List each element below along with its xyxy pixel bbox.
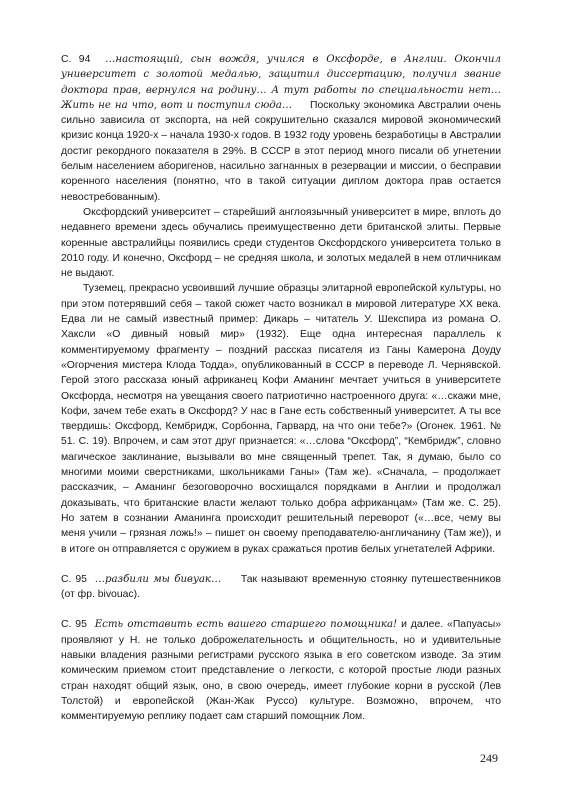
note-commentary: и далее. «Папуасы» проявляют у Н. не только доброжелательность и общительность, но и удивительные навыки владения разными регистрами русского языка в его советском изводе. За этим комическим приемом стоит представление о легкости, с которой простые люди разных стран находят общий язык, оно, в свою очередь, имеет глубокие корни в русской (Лев Толстой) и европейской (Жан-Жак Руссо) культуре. Возможно, впрочем, что комментируемую реплику подает сам старший помощник Лом. [61, 619, 501, 723]
note-reference: С. 94 [61, 54, 91, 65]
note-paragraph: Оксфордский университет – старейший англоязычный университет в мире, вплоть до недавнего времени здесь обучались преимущественно дети британской элиты. Первые коренные австралийцы появились среди студентов Оксфордского университета только в 2010 году. И конечно, Оксфорд – не средняя школа, и золотых медалей в нем отличникам не выдают. [61, 206, 501, 280]
note-entry [61, 572, 501, 603]
note-entry [61, 52, 501, 205]
note-reference: С. 95 [61, 619, 87, 631]
note-quote: …настоящий, сын вождя, учился в Оксфорде, в Англии. Окончил университет с золотой медалью, защитил диссертацию, получил звание доктора прав, вернулся на родину… А тут работы по специальности нет… Жить не на что, вот и поступил сюда… [61, 54, 501, 111]
note-commentary: Поскольку экономика Австралии очень сильно зависила от экспорта, на ней сокрушительно сказался мировой экономический кризис конца 1920-х – начала 1930-х годов. В 1932 году уровень безработицы в Австралии достиг рекордного показателя в 29%. В СССР в этот период много писали об угнетении белым населением аборигенов, насильно загнанных в резервации и миссии, о бесправии коренного населения (понятно, что в такой ситуации диплом доктора прав остается невостребованным). [61, 99, 502, 203]
page-number: 249 [480, 751, 498, 765]
note-quote: Есть отставить есть вашего старшего помощника! [94, 619, 398, 631]
note-paragraph: Туземец, прекрасно усвоивший лучшие образцы элитарной европейской культуры, но при этом потерявший себя – такой сюжет часто возникал в мировой литературе XX века. Едва ли не самый известный пример: Дикарь – читатель У. Шекспира из романа О. Хаксли «О дивный новый мир» (1932). Еще одна интересная параллель к комментируемому фрагменту – поздний рассказ писателя из Ганы Камерона Доуду «Огорчения мистера Клода Тодда», опубликованный в СССР в переводе Л. Чернявской. Герой этого рассказа юный африканец Кофи Аманинг мечтает учиться в университете Оксфорда, несмотря на увещания своего патриотично настроенного друга: «…скажи мне, Кофи, зачем тебе ехать в Оксфорд? У нас в Гане есть собственный университет. А ты все твердишь: Оксфорд, Кембридж, Сорбонна, Гарвард, на что они тебе?» (Огонек. 1961. № 51. С. 19). Впрочем, и сам этот друг признается: «…слова “Оксфорд”, “Кембридж”, словно магическое заклинание, вызывали во мне священный трепет. Так, я думаю, было со многими моими сверстниками, школьниками Ганы» (Там же). «Сначала, – продолжает рассказчик, – Аманинг безоговорочно восхищался порядками в Англии и продолжал доказывать, что британские власти желают только добра африканцам» (Там же. С. 25). Но затем в сознании Аманинга происходит решительный переворот («…все, чему вы меня учили – грязная ложь!» – пишет он своему преподавателю-англичанину (Там же)), и в итоге он отправляется с оружием в руках сражаться против белых угнетателей Африки. [61, 283, 501, 555]
note-commentary: Так называют временную стоянку путешественников (от фр. bivouac). [61, 573, 502, 601]
note-quote: …разбили мы бивуак… [94, 573, 222, 585]
note-entry [61, 617, 501, 724]
note-reference: С. 95 [61, 573, 87, 585]
